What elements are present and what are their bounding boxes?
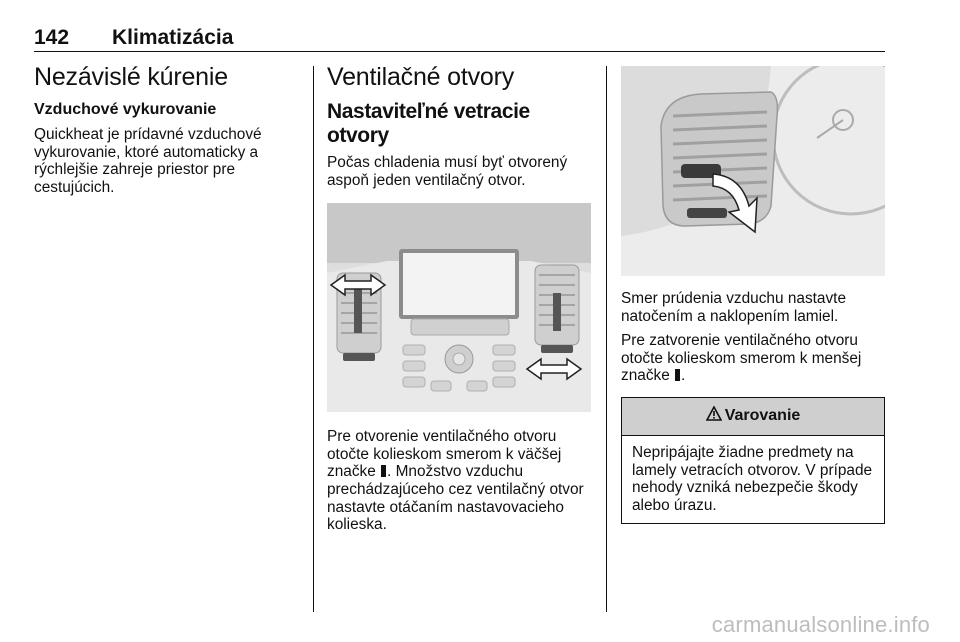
column-divider	[606, 66, 607, 612]
small-mark-icon	[675, 369, 680, 381]
subsection-title: Nastaviteľné vetracie otvory	[327, 100, 530, 147]
warning-title: Varovanie	[724, 407, 801, 425]
section-title: Nezávislé kúrenie	[34, 63, 228, 91]
page-number: 142	[34, 26, 70, 49]
header-divider	[34, 51, 885, 52]
section-title: Ventilačné otvory	[327, 63, 514, 91]
vent-closeup-illustration	[621, 66, 885, 276]
warning-text: Nepripájajte žiadne predmety na lamely vetracích otvorov. V prípade nehody vzniká nebezpečie škody alebo úrazu.	[632, 443, 873, 514]
warning-box	[621, 397, 885, 524]
large-mark-icon	[381, 465, 386, 477]
column-independent-heating	[34, 62, 304, 196]
warning-triangle-icon	[706, 406, 722, 426]
dashboard-vents-illustration	[327, 203, 591, 412]
column-divider	[313, 66, 314, 612]
paragraph-direction: Smer prúdenia vzduchu nastavte natočením a naklopením lamiel.	[621, 290, 847, 325]
column-air-vents	[327, 62, 595, 534]
watermark: carmanualsonline.info	[711, 612, 930, 637]
column-air-direction	[621, 62, 887, 524]
paragraph: Počas chladenia musí byť otvorený aspoň jeden ventilačný otvor.	[327, 154, 568, 189]
subsection-title: Vzduchové vykurovanie	[34, 101, 217, 118]
paragraph-open-vent: Pre otvorenie ventilačného otvoru otočte kolieskom smerom k väčšej značke . Množstvo vzduchu prechádzajúceho cez ventilačný otvor nastavte otáčaním nastavovacieho kolieska.	[327, 428, 584, 534]
paragraph: Quickheat je prídavné vzduchové vykurovanie, ktoré automaticky a rýchlejšie zahreje priestor pre cestujúcich.	[34, 126, 262, 196]
dashboard-vents-drawing	[327, 203, 591, 412]
warning-header	[622, 398, 884, 436]
chapter-title: Klimatizácia	[112, 26, 234, 49]
paragraph-close-vent: Pre zatvorenie ventilačného otvoru otočte kolieskom smerom k menšej značke .	[621, 332, 862, 385]
vent-closeup-drawing	[621, 66, 885, 276]
